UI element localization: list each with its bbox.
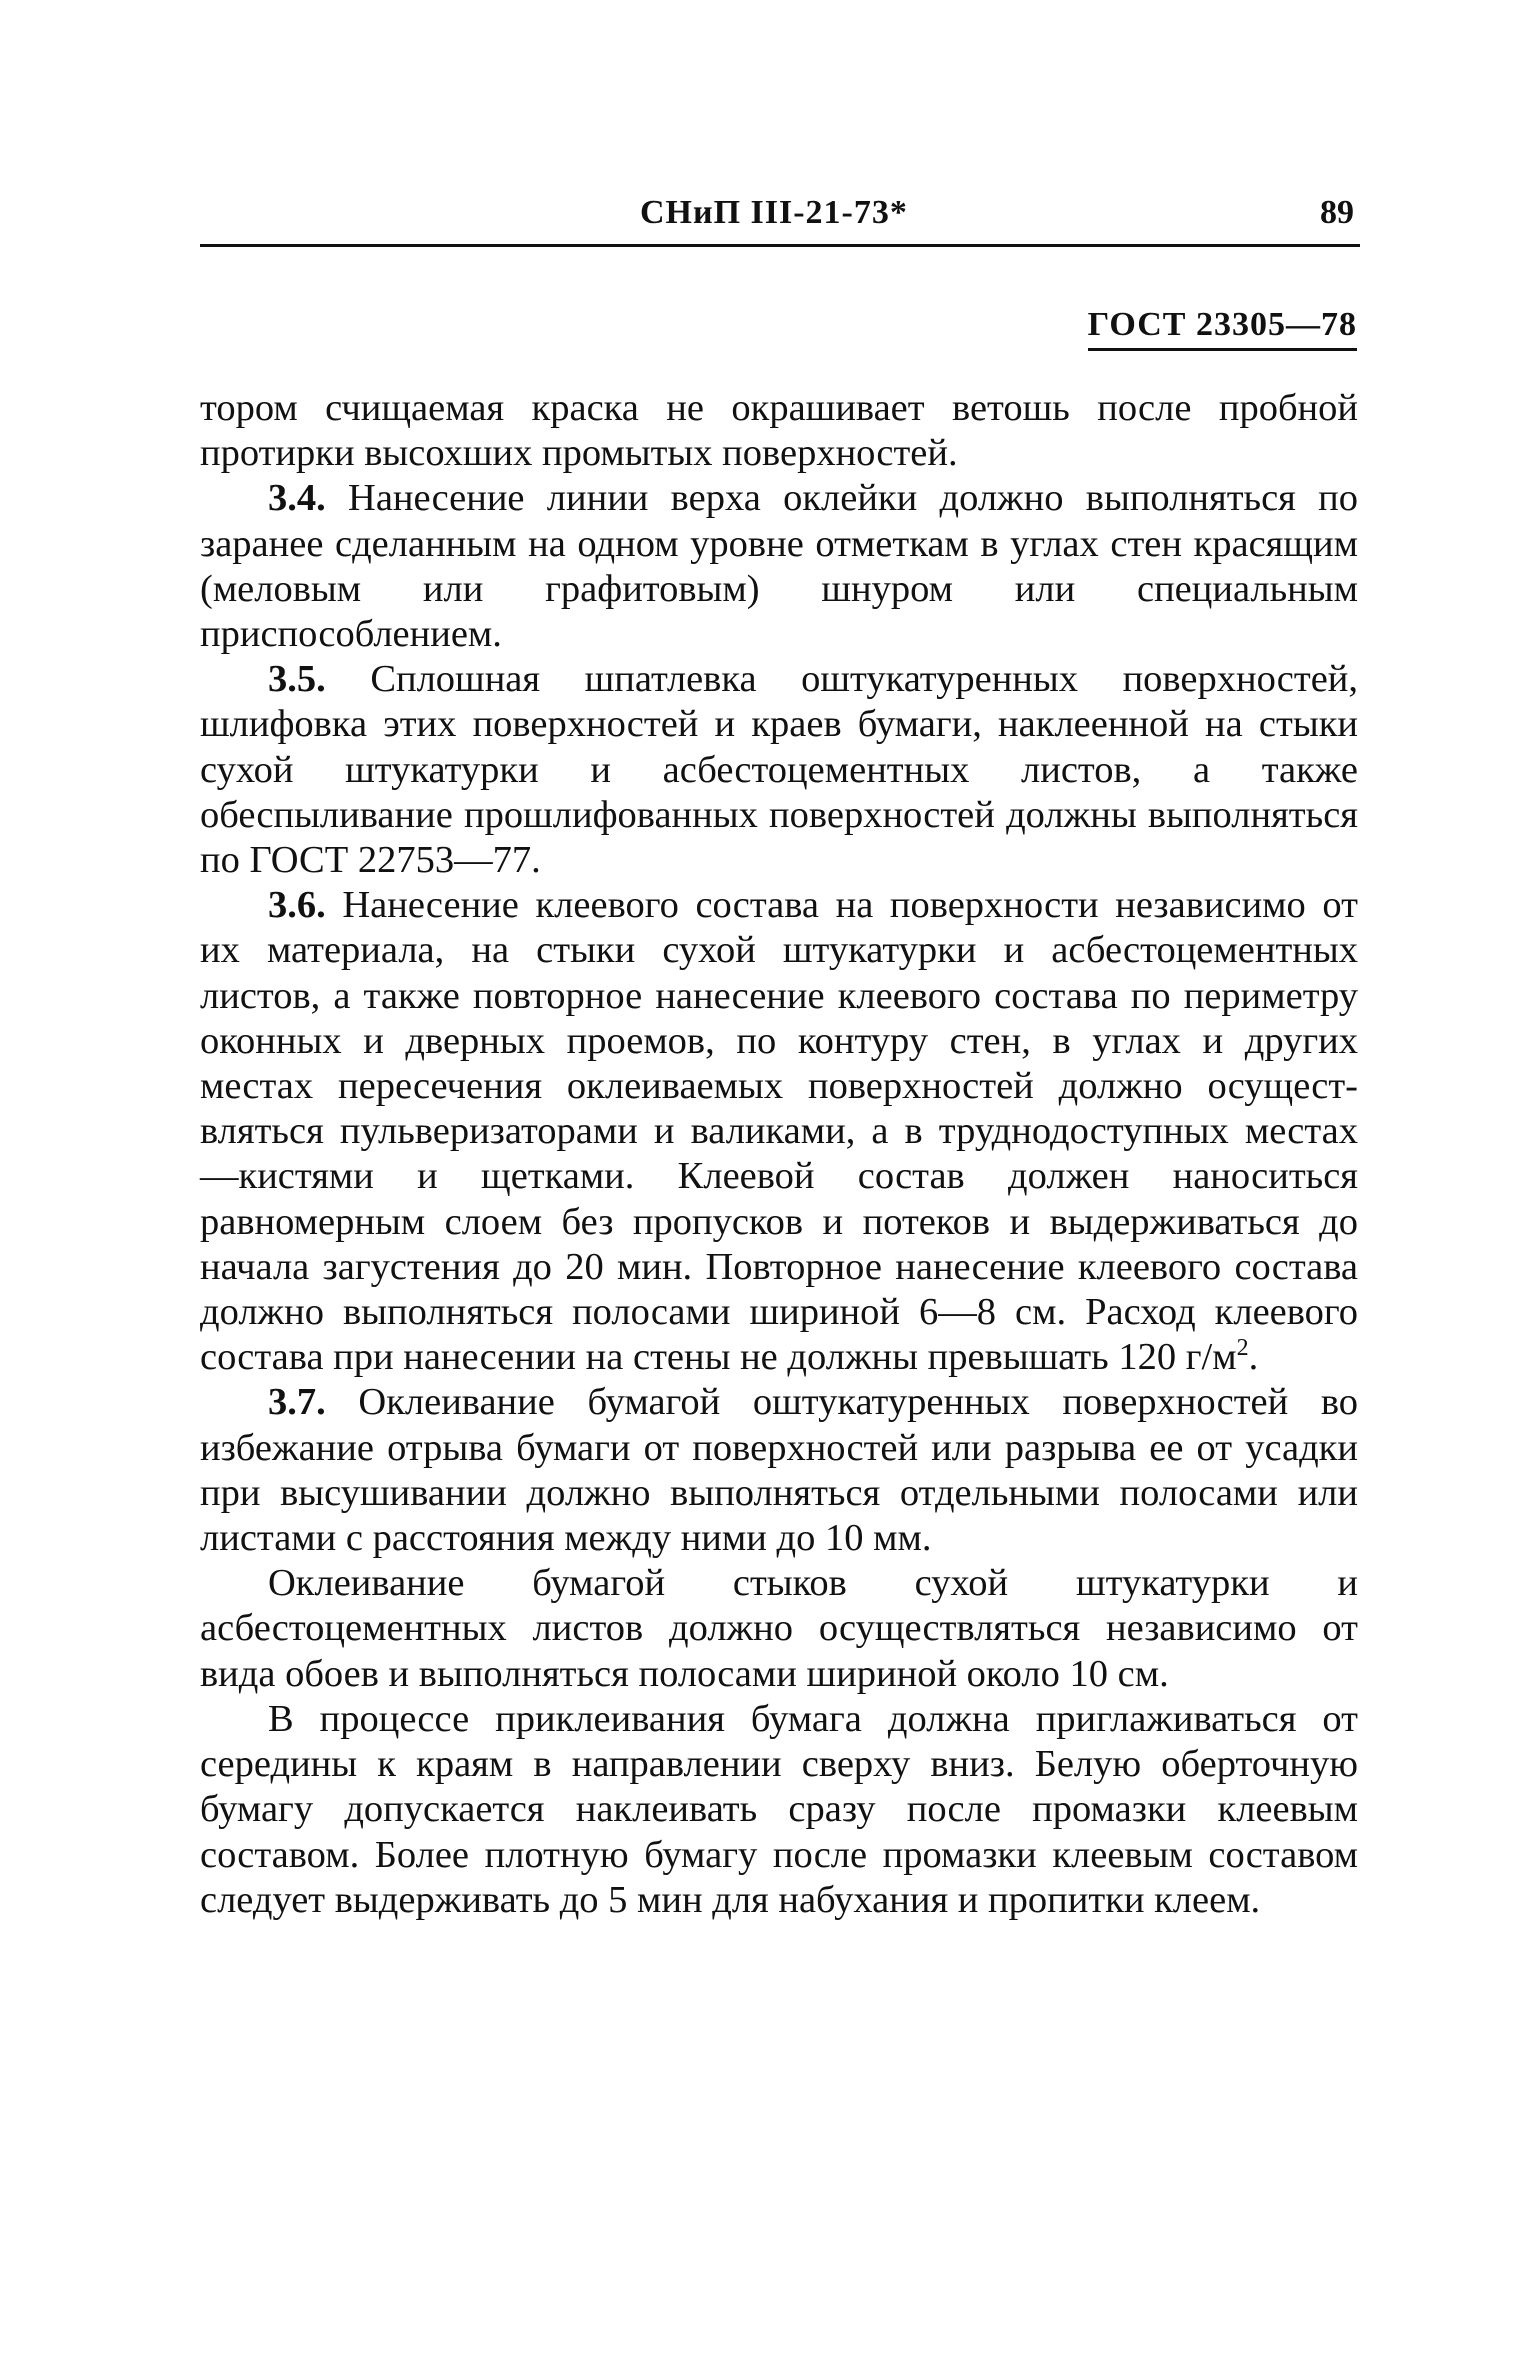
paragraph-text: В процессе приклеивания бумага должна приглаживаться от середины к краям в направлении сверху вниз. Белую оберточную бумагу допускается наклеивать сразу после промазки клеевым составом. Более плотную бумагу после промазки клеевым составом следует выдерживать до 5 мин для набухания и пропитки клеем. <box>200 1697 1358 1921</box>
clause-number: 3.6. <box>268 884 326 927</box>
paragraph-text: Оклеивание бумагой стыков сухой штукатурки и асбестоцементных листов должно осуществляться независимо от вида обоев и выполняться полосами шириной около 10 см. <box>200 1562 1358 1695</box>
paragraph <box>200 476 1358 657</box>
paragraph-text: тором счищаемая краска не окрашивает ветошь после пробной протирки высохших промытых поверхностей. <box>200 387 1358 475</box>
clause-number: 3.4. <box>268 477 326 520</box>
body-text <box>200 386 1358 1923</box>
paragraph <box>200 1380 1358 1561</box>
paragraph <box>200 386 1358 476</box>
paragraph-text: Нанесение линии верха оклейки должно выполняться по заранее сделанным на одном уровне отметкам в углах стен красящим (меловым или графитовым) шнуром или специальным приспособлением. <box>200 477 1358 656</box>
running-header <box>200 194 1360 247</box>
paragraph <box>200 1697 1358 1923</box>
clause-number: 3.7. <box>268 1381 326 1424</box>
paragraph-text: Сплошная шпатлевка оштукатуренных поверхностей, шлифовка этих поверхностей и краев бумаги, наклеенной на стыки сухой штукатурки и асбестоцементных листов, а также обеспыливание прошлифованных поверхностей должны выполняться по ГОСТ 22753—77. <box>200 658 1359 882</box>
paragraph-text: Оклеивание бумагой оштукатуренных поверхностей во избежание отрыва бумаги от поверхностей или разрыва ее от усадки при высушивании должно выполняться отдельными полосами или листами с расстояния между ними до 10 мм. <box>200 1381 1359 1560</box>
paragraph-text-end: . <box>1248 1336 1259 1379</box>
paragraph <box>200 883 1358 1380</box>
superscript: 2 <box>1236 1335 1249 1362</box>
clause-number: 3.5. <box>268 658 326 701</box>
paragraph <box>200 657 1358 883</box>
gost-reference: ГОСТ 23305—78 <box>1088 306 1357 351</box>
page-number: 89 <box>1320 194 1354 231</box>
paragraph-text: Нанесение клеевого состава на поверхности независимо от их материала, на стыки сухой штукатурки и асбестоцементных листов, а также повторное нанесение клеевого состава по периметру оконных и дверных проемов, по контуру стен, в углах и других местах пересечения оклеиваемых поверхностей должно осуществляться пульверизаторами и валиками, а в труднодоступных местах —кистями и щетками. Клеевой состав должен наноситься равномерным слоем без пропусков и потеков и выдерживаться до начала загустения до 20 мин. Повторное нанесение клеевого состава должно выполняться полосами шириной 6—8 см. Расход клеевого состава при нанесении на стены не должны превышать 120 г/м <box>200 884 1358 1379</box>
header-title: СНиП III-21-73* <box>640 194 908 231</box>
paragraph <box>200 1561 1358 1697</box>
